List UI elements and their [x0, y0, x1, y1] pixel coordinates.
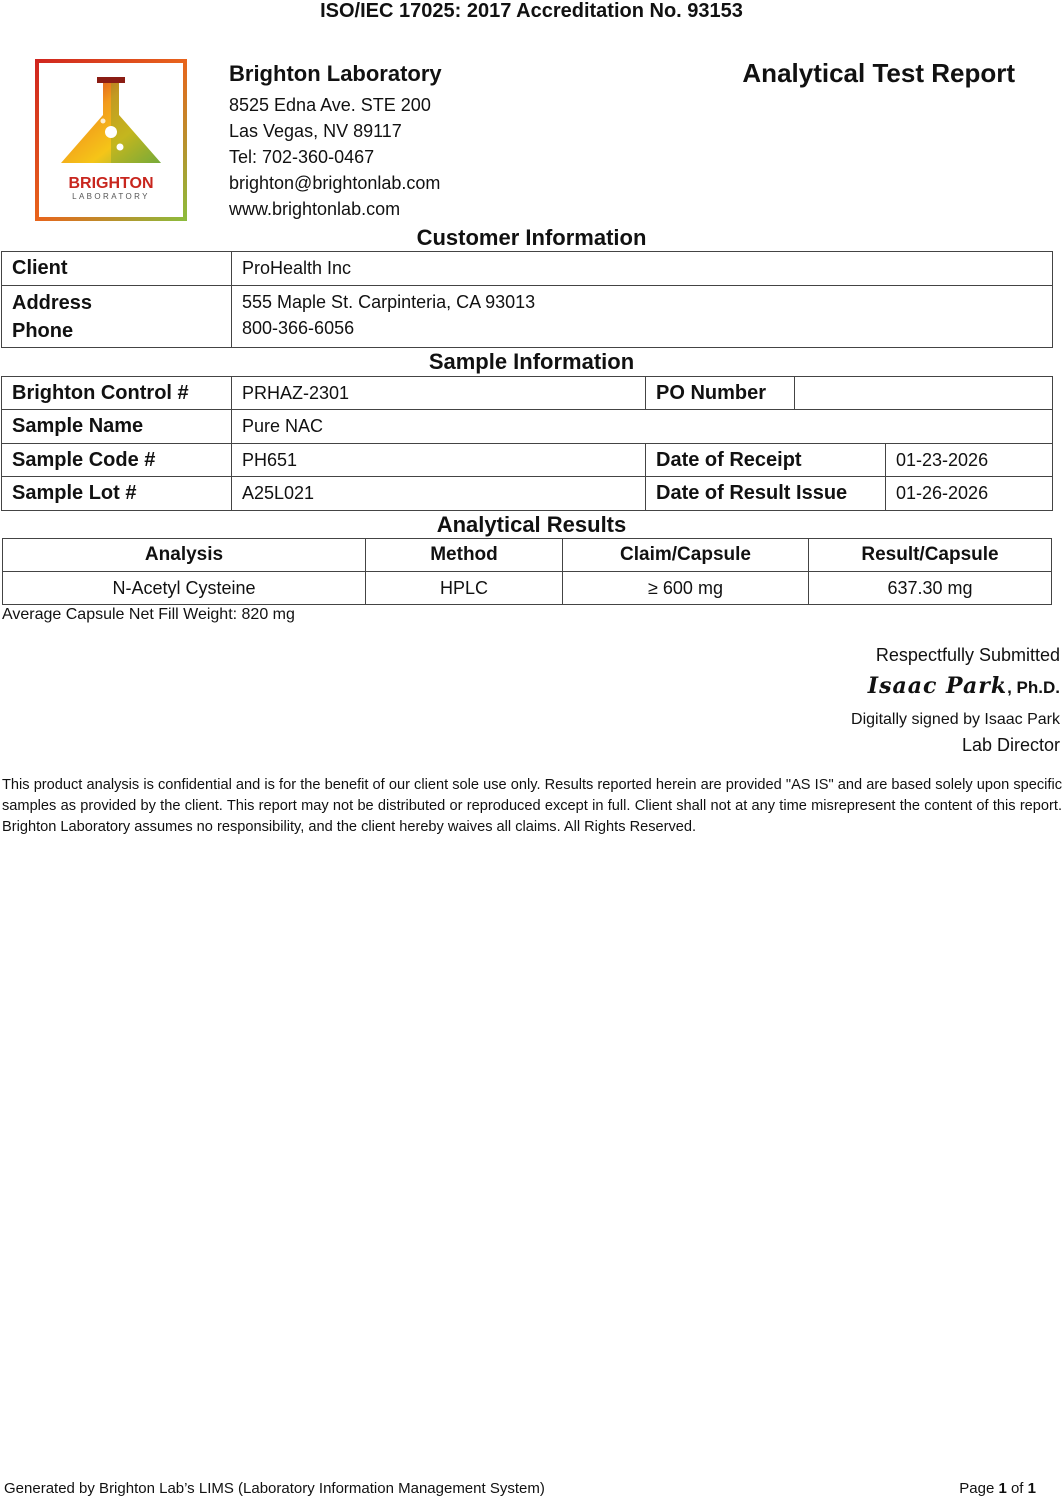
receipt-date-value: 01-23-2026 [886, 444, 1053, 477]
sample-code-value: PH651 [232, 444, 646, 477]
control-label: Brighton Control # [2, 377, 232, 410]
client-value: ProHealth Inc [232, 252, 1053, 286]
signature-line [868, 673, 1060, 699]
page-prefix: Page [959, 1480, 999, 1497]
sample-code-label: Sample Code # [2, 444, 232, 477]
phone-value: 800-366-6056 [242, 318, 355, 338]
customer-section-title: Customer Information [416, 225, 647, 250]
signature-credential: , Ph.D. [1007, 678, 1060, 697]
logo-text: BRIGHTON [68, 175, 154, 192]
fill-weight-note: Average Capsule Net Fill Weight: 820 mg [2, 606, 295, 623]
logo-subtext: LABORATORY [72, 192, 150, 201]
phone-label: Phone [12, 320, 74, 342]
sample-lot-value: A25L021 [232, 477, 646, 511]
issue-date-value: 01-26-2026 [886, 477, 1053, 511]
page-of: of [1006, 1480, 1028, 1497]
customer-info-table [1, 251, 1053, 348]
lab-name: Brighton Laboratory [229, 61, 442, 86]
col-result: Result/Capsule [809, 539, 1052, 572]
lab-phone: Tel: 702-360-0467 [229, 147, 375, 167]
digital-signature-note: Digitally signed by Isaac Park [851, 711, 1060, 728]
po-label: PO Number [646, 377, 795, 410]
po-value [795, 377, 1053, 410]
lab-address-line1: 8525 Edna Ave. STE 200 [229, 95, 431, 115]
results-section-title: Analytical Results [436, 512, 627, 537]
col-analysis: Analysis [3, 539, 366, 572]
analysis-cell: N-Acetyl Cysteine [3, 572, 366, 605]
sample-name-label: Sample Name [2, 410, 232, 444]
footer-generated: Generated by Brighton Lab’s LIMS (Laboratory Information Management System) [4, 1480, 545, 1497]
sample-name-value: Pure NAC [232, 410, 1053, 444]
col-method: Method [366, 539, 563, 572]
lab-website: www.brightonlab.com [229, 199, 401, 219]
address-label: Address [12, 292, 93, 314]
col-claim: Claim/Capsule [563, 539, 809, 572]
respectfully-submitted: Respectfully Submitted [875, 645, 1060, 665]
sample-lot-label: Sample Lot # [2, 477, 232, 511]
method-cell: HPLC [366, 572, 563, 605]
disclaimer-text: This product analysis is confidential and is for the benefit of our client sole use only. Results reported herein are provided "AS IS" and are based solely upon specific samples as provided by the client. This report may not be distributed or reproduced except in full. Client shall not at any time misrepresent the content of this report. Brighton Laboratory assumes no responsibility, and the client hereby waives all claims. All Rights Reserved. [2, 777, 1062, 835]
sample-section-title: Sample Information [428, 349, 635, 374]
brighton-logo [35, 59, 187, 221]
claim-cell: ≥ 600 mg [563, 572, 809, 605]
signature-script: Isaac Park [867, 673, 1008, 699]
lab-address-line2: Las Vegas, NV 89117 [229, 121, 402, 141]
page-total: 1 [1027, 1480, 1036, 1497]
lab-email: brighton@brightonlab.com [229, 173, 441, 193]
address-phone-value [232, 286, 1053, 348]
control-value: PRHAZ-2301 [232, 377, 646, 410]
signer-role: Lab Director [961, 735, 1060, 755]
page-number [959, 1480, 1036, 1497]
issue-date-label: Date of Result Issue [646, 477, 886, 511]
receipt-date-label: Date of Receipt [646, 444, 886, 477]
address-phone-label [2, 286, 232, 348]
result-cell: 637.30 mg [809, 572, 1052, 605]
table-row [3, 572, 1052, 605]
report-title: Analytical Test Report [742, 58, 1015, 88]
client-label: Client [2, 252, 232, 286]
results-table [2, 538, 1052, 605]
address-value: 555 Maple St. Carpinteria, CA 93013 [242, 292, 536, 312]
sample-info-table [1, 376, 1053, 511]
page-current: 1 [998, 1480, 1007, 1497]
accreditation-banner: ISO/IEC 17025: 2017 Accreditation No. 93153 [320, 0, 743, 22]
